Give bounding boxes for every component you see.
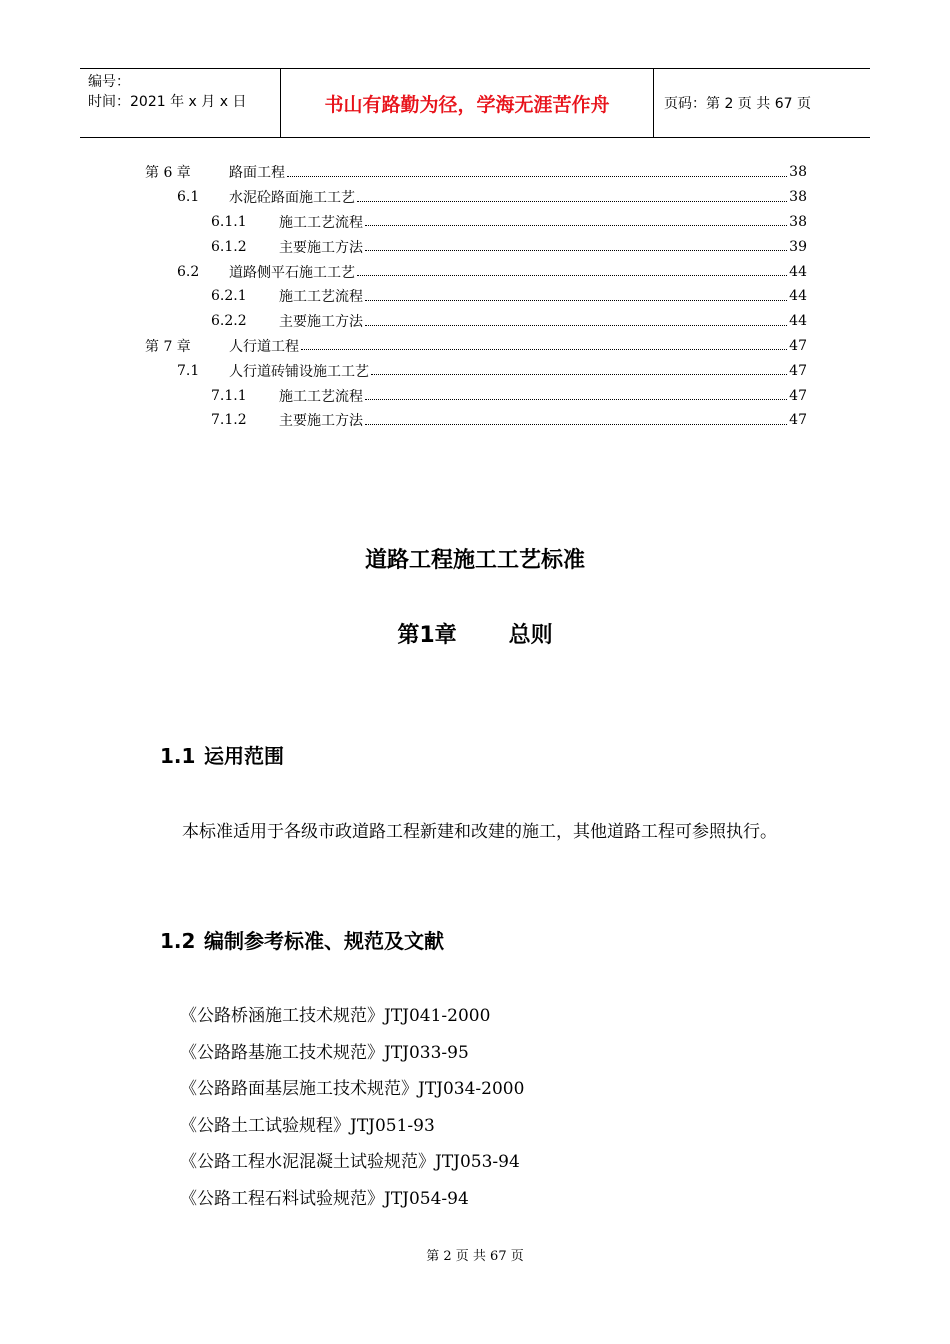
toc-entry[interactable] <box>145 408 807 433</box>
toc-entry-page: 47 <box>789 337 807 354</box>
toc-entry-number: 6.1 <box>177 189 200 206</box>
toc-entry-title: 施工工艺流程 <box>279 286 363 306</box>
reference-item: 《公路路面基层施工技术规范》JTJ034-2000 <box>180 1079 525 1099</box>
toc-entry-number: 7.1 <box>177 362 200 379</box>
toc-entry-page: 44 <box>789 263 807 280</box>
toc-entry-page: 38 <box>789 164 807 181</box>
reference-item: 《公路工程石料试验规范》JTJ054-94 <box>180 1188 469 1209</box>
toc-entry-title: 主要施工方法 <box>279 410 363 430</box>
toc-entry-page: 39 <box>789 238 807 255</box>
toc-entry[interactable] <box>145 383 807 408</box>
toc-entry-title: 施工工艺流程 <box>279 212 363 232</box>
toc-entry-title: 道路侧平石施工工艺 <box>229 262 355 282</box>
section-title: 运用范围 <box>204 744 284 768</box>
toc-leader-dots <box>365 325 787 326</box>
serial-label: 编号： <box>88 74 130 90</box>
toc-entry-title: 主要施工方法 <box>279 237 363 257</box>
toc-leader-dots <box>365 424 787 425</box>
table-of-contents <box>145 160 807 433</box>
toc-entry[interactable] <box>145 185 807 210</box>
toc-entry-number: 6.1.2 <box>211 238 247 255</box>
toc-entry-number: 第 6 章 <box>145 165 191 182</box>
toc-leader-dots <box>357 201 787 202</box>
time-label: 时间：2021 年 x 月 x 日 <box>88 94 247 110</box>
toc-entry-title: 人行道工程 <box>229 336 299 356</box>
toc-leader-dots <box>301 349 787 350</box>
toc-leader-dots <box>365 225 787 226</box>
reference-item: 《公路桥涵施工技术规范》JTJ041-2000 <box>180 1006 491 1026</box>
toc-entry-number: 7.1.2 <box>211 412 247 429</box>
reference-item: 《公路路基施工技术规范》JTJ033-95 <box>180 1042 469 1063</box>
toc-entry[interactable] <box>145 334 807 359</box>
header-motto: 书山有路勤为径，学海无涯苦作舟 <box>281 69 654 137</box>
section-paragraph: 本标准适用于各级市政道路工程新建和改建的施工，其他道路工程可参照执行。 <box>182 822 777 842</box>
toc-entry-number: 6.2.2 <box>211 313 247 330</box>
toc-leader-dots <box>371 374 787 375</box>
toc-entry[interactable] <box>145 234 807 259</box>
toc-entry-page: 38 <box>789 213 807 230</box>
toc-entry-number: 6.1.1 <box>211 213 247 230</box>
toc-entry[interactable] <box>145 358 807 383</box>
header-meta <box>80 69 281 137</box>
toc-entry-page: 44 <box>789 288 807 305</box>
toc-entry-number: 7.1.1 <box>211 387 247 404</box>
toc-entry[interactable] <box>145 259 807 284</box>
chapter-number: 第1章 <box>397 623 457 648</box>
toc-entry[interactable] <box>145 309 807 334</box>
toc-entry[interactable] <box>145 284 807 309</box>
toc-leader-dots <box>365 250 787 251</box>
toc-entry-title: 施工工艺流程 <box>279 386 363 406</box>
section-title: 编制参考标准、规范及文献 <box>204 929 444 953</box>
toc-entry-title: 主要施工方法 <box>279 311 363 331</box>
toc-entry-title: 水泥砼路面施工工艺 <box>229 187 355 207</box>
toc-entry-page: 47 <box>789 412 807 429</box>
header-page-info: 页码：第 2 页 共 67 页 <box>664 96 811 112</box>
toc-entry-number: 6.2.1 <box>211 288 247 305</box>
toc-entry[interactable] <box>145 210 807 235</box>
toc-entry[interactable] <box>145 160 807 185</box>
page-header <box>80 68 870 138</box>
toc-leader-dots <box>365 300 787 301</box>
toc-entry-number: 6.2 <box>177 263 200 280</box>
section-heading-1-1 <box>160 740 284 769</box>
toc-entry-page: 47 <box>789 362 807 379</box>
reference-item: 《公路工程水泥混凝土试验规范》JTJ053-94 <box>180 1152 520 1172</box>
toc-entry-page: 38 <box>789 189 807 206</box>
section-number: 1.1 <box>160 744 196 768</box>
page-footer: 第 2 页 共 67 页 <box>426 1249 524 1264</box>
section-heading-1-2 <box>160 925 444 954</box>
reference-list <box>180 1000 524 1219</box>
toc-entry-page: 47 <box>789 387 807 404</box>
section-number: 1.2 <box>160 929 196 953</box>
document-title: 道路工程施工工艺标准 <box>364 548 585 573</box>
toc-entry-number: 第 7 章 <box>145 338 191 355</box>
toc-leader-dots <box>357 275 787 276</box>
toc-entry-title: 人行道砖铺设施工工艺 <box>229 361 369 381</box>
chapter-heading <box>0 618 950 649</box>
reference-item: 《公路土工试验规程》JTJ051-93 <box>180 1115 435 1136</box>
toc-entry-page: 44 <box>789 313 807 330</box>
chapter-title: 总则 <box>508 623 553 648</box>
toc-leader-dots <box>287 176 787 177</box>
toc-leader-dots <box>365 399 787 400</box>
toc-entry-title: 路面工程 <box>229 162 285 182</box>
